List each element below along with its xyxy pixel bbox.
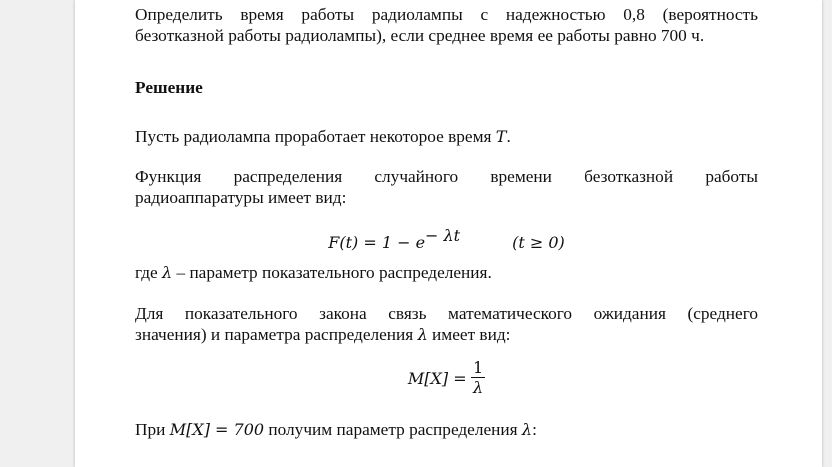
paragraph-distribution-line-2: радиоаппаратуры имеет вид: bbox=[135, 188, 347, 207]
formula-distribution-function: $F(t) = 1 - e^{- \lambda t}$ (t ≥ 0) bbox=[328, 226, 565, 252]
paragraph-substitution: При M[X] = 700 получим параметр распределения λ: bbox=[135, 420, 537, 439]
problem-line-1: Определить время работы радиолампы с надежностью 0,8 (вероятность bbox=[135, 5, 758, 24]
paragraph-distribution-line-1: Функция распределения случайного времени безотказной работы bbox=[135, 167, 758, 186]
document-page bbox=[75, 0, 822, 467]
paragraph-let-time: Пусть радиолампа проработает некоторое время T. bbox=[135, 127, 511, 146]
paragraph-exponential-law-line-2: значения) и параметра распределения λ имеет вид: bbox=[135, 325, 511, 344]
solution-heading: Решение bbox=[135, 78, 203, 97]
paragraph-exponential-law-line-1: Для показательного закона связь математического ожидания (среднего bbox=[135, 304, 758, 323]
fraction: $\frac{1}{\lambda}$ bbox=[472, 358, 484, 397]
problem-line-2: безотказной работы радиолампы), если среднее время ее работы равно 700 ч. bbox=[135, 26, 705, 45]
paragraph-parameter: где λ – параметр показательного распределения. bbox=[135, 263, 492, 282]
formula-expectation: M[X] = $\frac{1}{\lambda}$ bbox=[407, 358, 484, 397]
document-body bbox=[135, 4, 758, 440]
